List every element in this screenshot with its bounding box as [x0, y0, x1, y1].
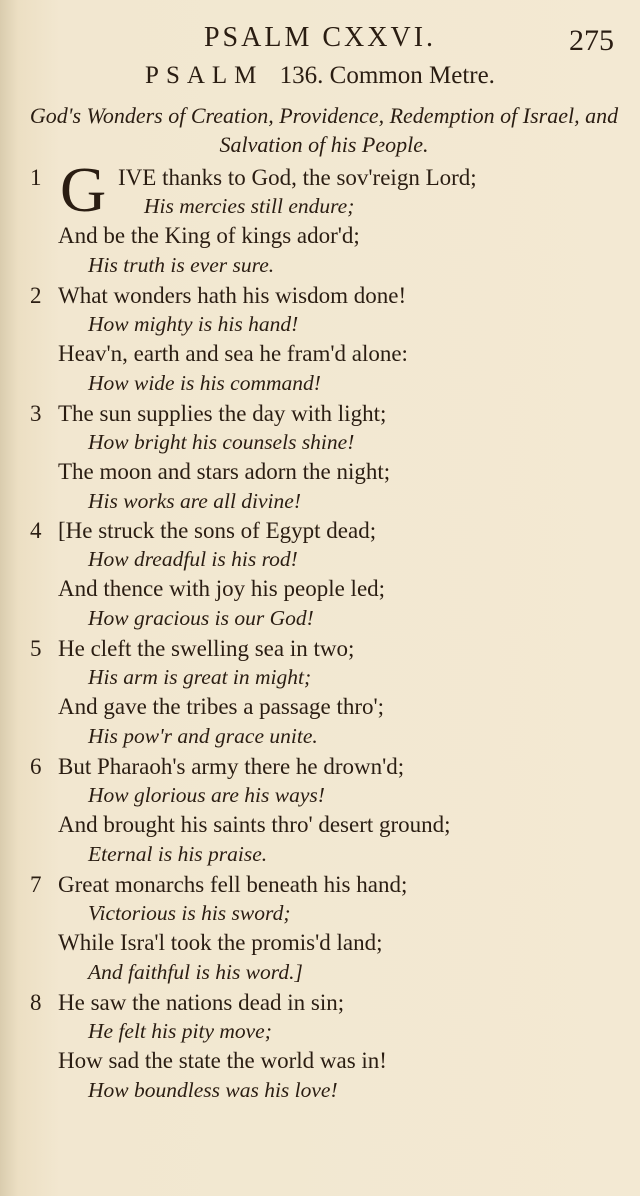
verse-line: How sad the state the world was in! — [58, 1047, 387, 1073]
psalm-metre: Common Metre. — [329, 62, 495, 89]
running-head: PSALM CXXVI. — [203, 22, 437, 53]
psalm-label: PSALM — [145, 62, 264, 89]
verse-number: 7 — [30, 871, 42, 897]
verse-number: 4 — [30, 518, 42, 544]
verse-line: He cleft the swelling sea in two; — [58, 636, 355, 662]
stanza — [0, 753, 640, 871]
stanza — [0, 282, 640, 400]
verse-line: And thence with joy his people led; — [58, 576, 386, 602]
verse-refrain: How mighty is his hand! — [88, 311, 299, 336]
verse-number: 6 — [30, 753, 42, 779]
verse-line: While Isra'l took the promis'd land; — [58, 929, 383, 955]
stanza — [0, 154, 640, 282]
verse-line: And gave the tribes a passage thro'; — [58, 694, 385, 720]
verse-line: The sun supplies the day with light; — [58, 400, 387, 426]
verse-refrain: His pow'r and grace unite. — [88, 724, 318, 749]
stanza — [0, 989, 640, 1107]
drop-cap: G — [60, 154, 107, 225]
stanza — [0, 517, 640, 635]
verse-line: But Pharaoh's army there he drown'd; — [58, 753, 405, 779]
verse-refrain: How dreadful is his rod! — [88, 547, 298, 572]
verse-refrain: Eternal is his praise. — [88, 841, 268, 866]
verse-refrain: His mercies still endure; — [144, 194, 355, 218]
verse-refrain: He felt his pity move; — [88, 1018, 272, 1043]
verse-number: 1 — [30, 165, 42, 190]
verse-line: Great monarchs fell beneath his hand; — [58, 871, 408, 897]
stanza — [0, 635, 640, 753]
verse-line: Heav'n, earth and sea he fram'd alone: — [58, 340, 408, 366]
psalm-number: 136. — [279, 62, 324, 89]
verse-line: The moon and stars adorn the night; — [58, 458, 391, 484]
verse-line: IVE thanks to God, the sov'reign Lord; — [118, 165, 477, 190]
verse-refrain: His truth is ever sure. — [88, 253, 275, 277]
verse-refrain: His works are all divine! — [88, 488, 301, 513]
verse-number: 2 — [30, 282, 42, 308]
stanza — [0, 400, 640, 518]
verse-line: And brought his saints thro' desert ground; — [58, 811, 451, 837]
psalm-title — [0, 62, 640, 90]
verse-refrain: How gracious is our God! — [88, 606, 314, 631]
verse-refrain: And faithful is his word.] — [88, 959, 303, 984]
verse-list — [0, 154, 640, 1106]
verse-number: 8 — [30, 989, 42, 1015]
page-number: 275 — [569, 24, 614, 57]
stanza — [0, 871, 640, 989]
verse-line: What wonders hath his wisdom done! — [58, 282, 407, 308]
verse-refrain: His arm is great in might; — [88, 665, 312, 690]
verse-line: [He struck the sons of Egypt dead; — [58, 518, 377, 544]
verse-refrain: How wide is his command! — [88, 370, 321, 395]
verse-refrain: Victorious is his sword; — [88, 900, 291, 925]
verse-refrain: How boundless was his love! — [88, 1077, 338, 1102]
verse-refrain: How bright his counsels shine! — [88, 429, 355, 454]
verse-refrain: How glorious are his ways! — [88, 782, 325, 807]
verse-line: He saw the nations dead in sin; — [58, 989, 345, 1015]
verse-line: And be the King of kings ador'd; — [58, 223, 360, 248]
verse-number: 5 — [30, 636, 42, 662]
verse-number: 3 — [30, 400, 42, 426]
psalm-subtitle: God's Wonders of Creation, Providence, Redemption of Israel, and Salvation of his People. — [29, 103, 619, 157]
